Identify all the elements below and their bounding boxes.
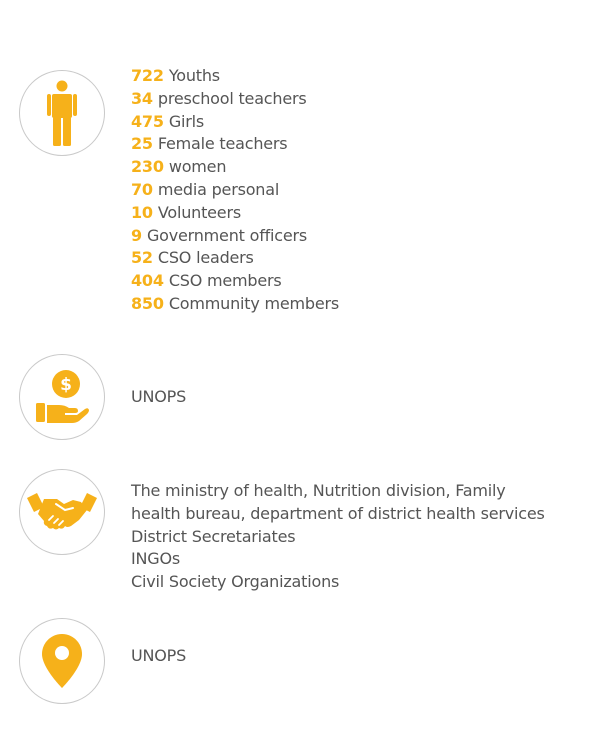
location-label: UNOPS: [131, 646, 187, 665]
beneficiary-label: Government officers: [146, 225, 308, 245]
beneficiary-count: 70: [131, 179, 153, 199]
beneficiary-item: [131, 270, 339, 293]
beneficiary-item: [131, 225, 339, 248]
beneficiary-item: [131, 247, 339, 270]
location-icon-circle: [19, 618, 105, 704]
beneficiary-item: [131, 65, 339, 88]
location-text: [131, 645, 186, 668]
beneficiary-count: 722: [131, 66, 164, 85]
funding-icon-circle: [19, 354, 105, 440]
beneficiary-item: [131, 156, 339, 179]
beneficiary-label: Volunteers: [157, 202, 241, 222]
hand-coin-icon: [35, 369, 89, 425]
beneficiaries-icon-circle: [19, 70, 105, 156]
beneficiary-label: Girls: [168, 111, 205, 131]
beneficiary-label: CSO members: [168, 271, 282, 291]
partner-line: The ministry of health, Nutrition division, Family: [131, 481, 506, 500]
partner-line: Civil Society Organizations: [131, 572, 340, 592]
map-pin-icon: [42, 634, 82, 688]
beneficiary-count: 10: [131, 202, 153, 222]
beneficiary-count: 475: [131, 111, 164, 131]
partners-list: [131, 480, 545, 594]
beneficiaries-list: [131, 65, 339, 316]
beneficiary-count: 230: [131, 157, 164, 177]
beneficiary-count: 34: [131, 88, 153, 108]
beneficiary-count: 25: [131, 134, 153, 154]
beneficiary-label: Female teachers: [157, 134, 288, 154]
handshake-icon: [27, 490, 97, 534]
beneficiary-label: media personal: [157, 179, 280, 199]
beneficiary-count: 9: [131, 225, 142, 245]
partners-icon-circle: [19, 469, 105, 555]
beneficiary-label: preschool teachers: [157, 88, 307, 108]
beneficiary-count: 404: [131, 271, 164, 291]
svg-text:$: $: [60, 375, 72, 395]
partner-line: INGOs: [131, 549, 181, 569]
beneficiary-label: Youths: [168, 66, 220, 85]
beneficiary-label: Community members: [168, 293, 340, 313]
funding-text: [131, 386, 186, 409]
beneficiary-item: [131, 111, 339, 134]
partner-line: health bureau, department of district health services: [131, 503, 545, 523]
beneficiary-item: [131, 88, 339, 111]
beneficiary-item: [131, 179, 339, 202]
beneficiary-item: [131, 133, 339, 156]
beneficiary-item: [131, 202, 339, 225]
partner-line: District Secretariates: [131, 526, 296, 546]
beneficiary-item: [131, 293, 339, 316]
beneficiary-label: women: [168, 157, 227, 177]
funding-label: UNOPS: [131, 387, 187, 406]
beneficiary-label: CSO leaders: [157, 248, 254, 268]
person-icon: [47, 80, 77, 146]
beneficiary-count: 52: [131, 248, 153, 268]
beneficiary-count: 850: [131, 293, 164, 313]
